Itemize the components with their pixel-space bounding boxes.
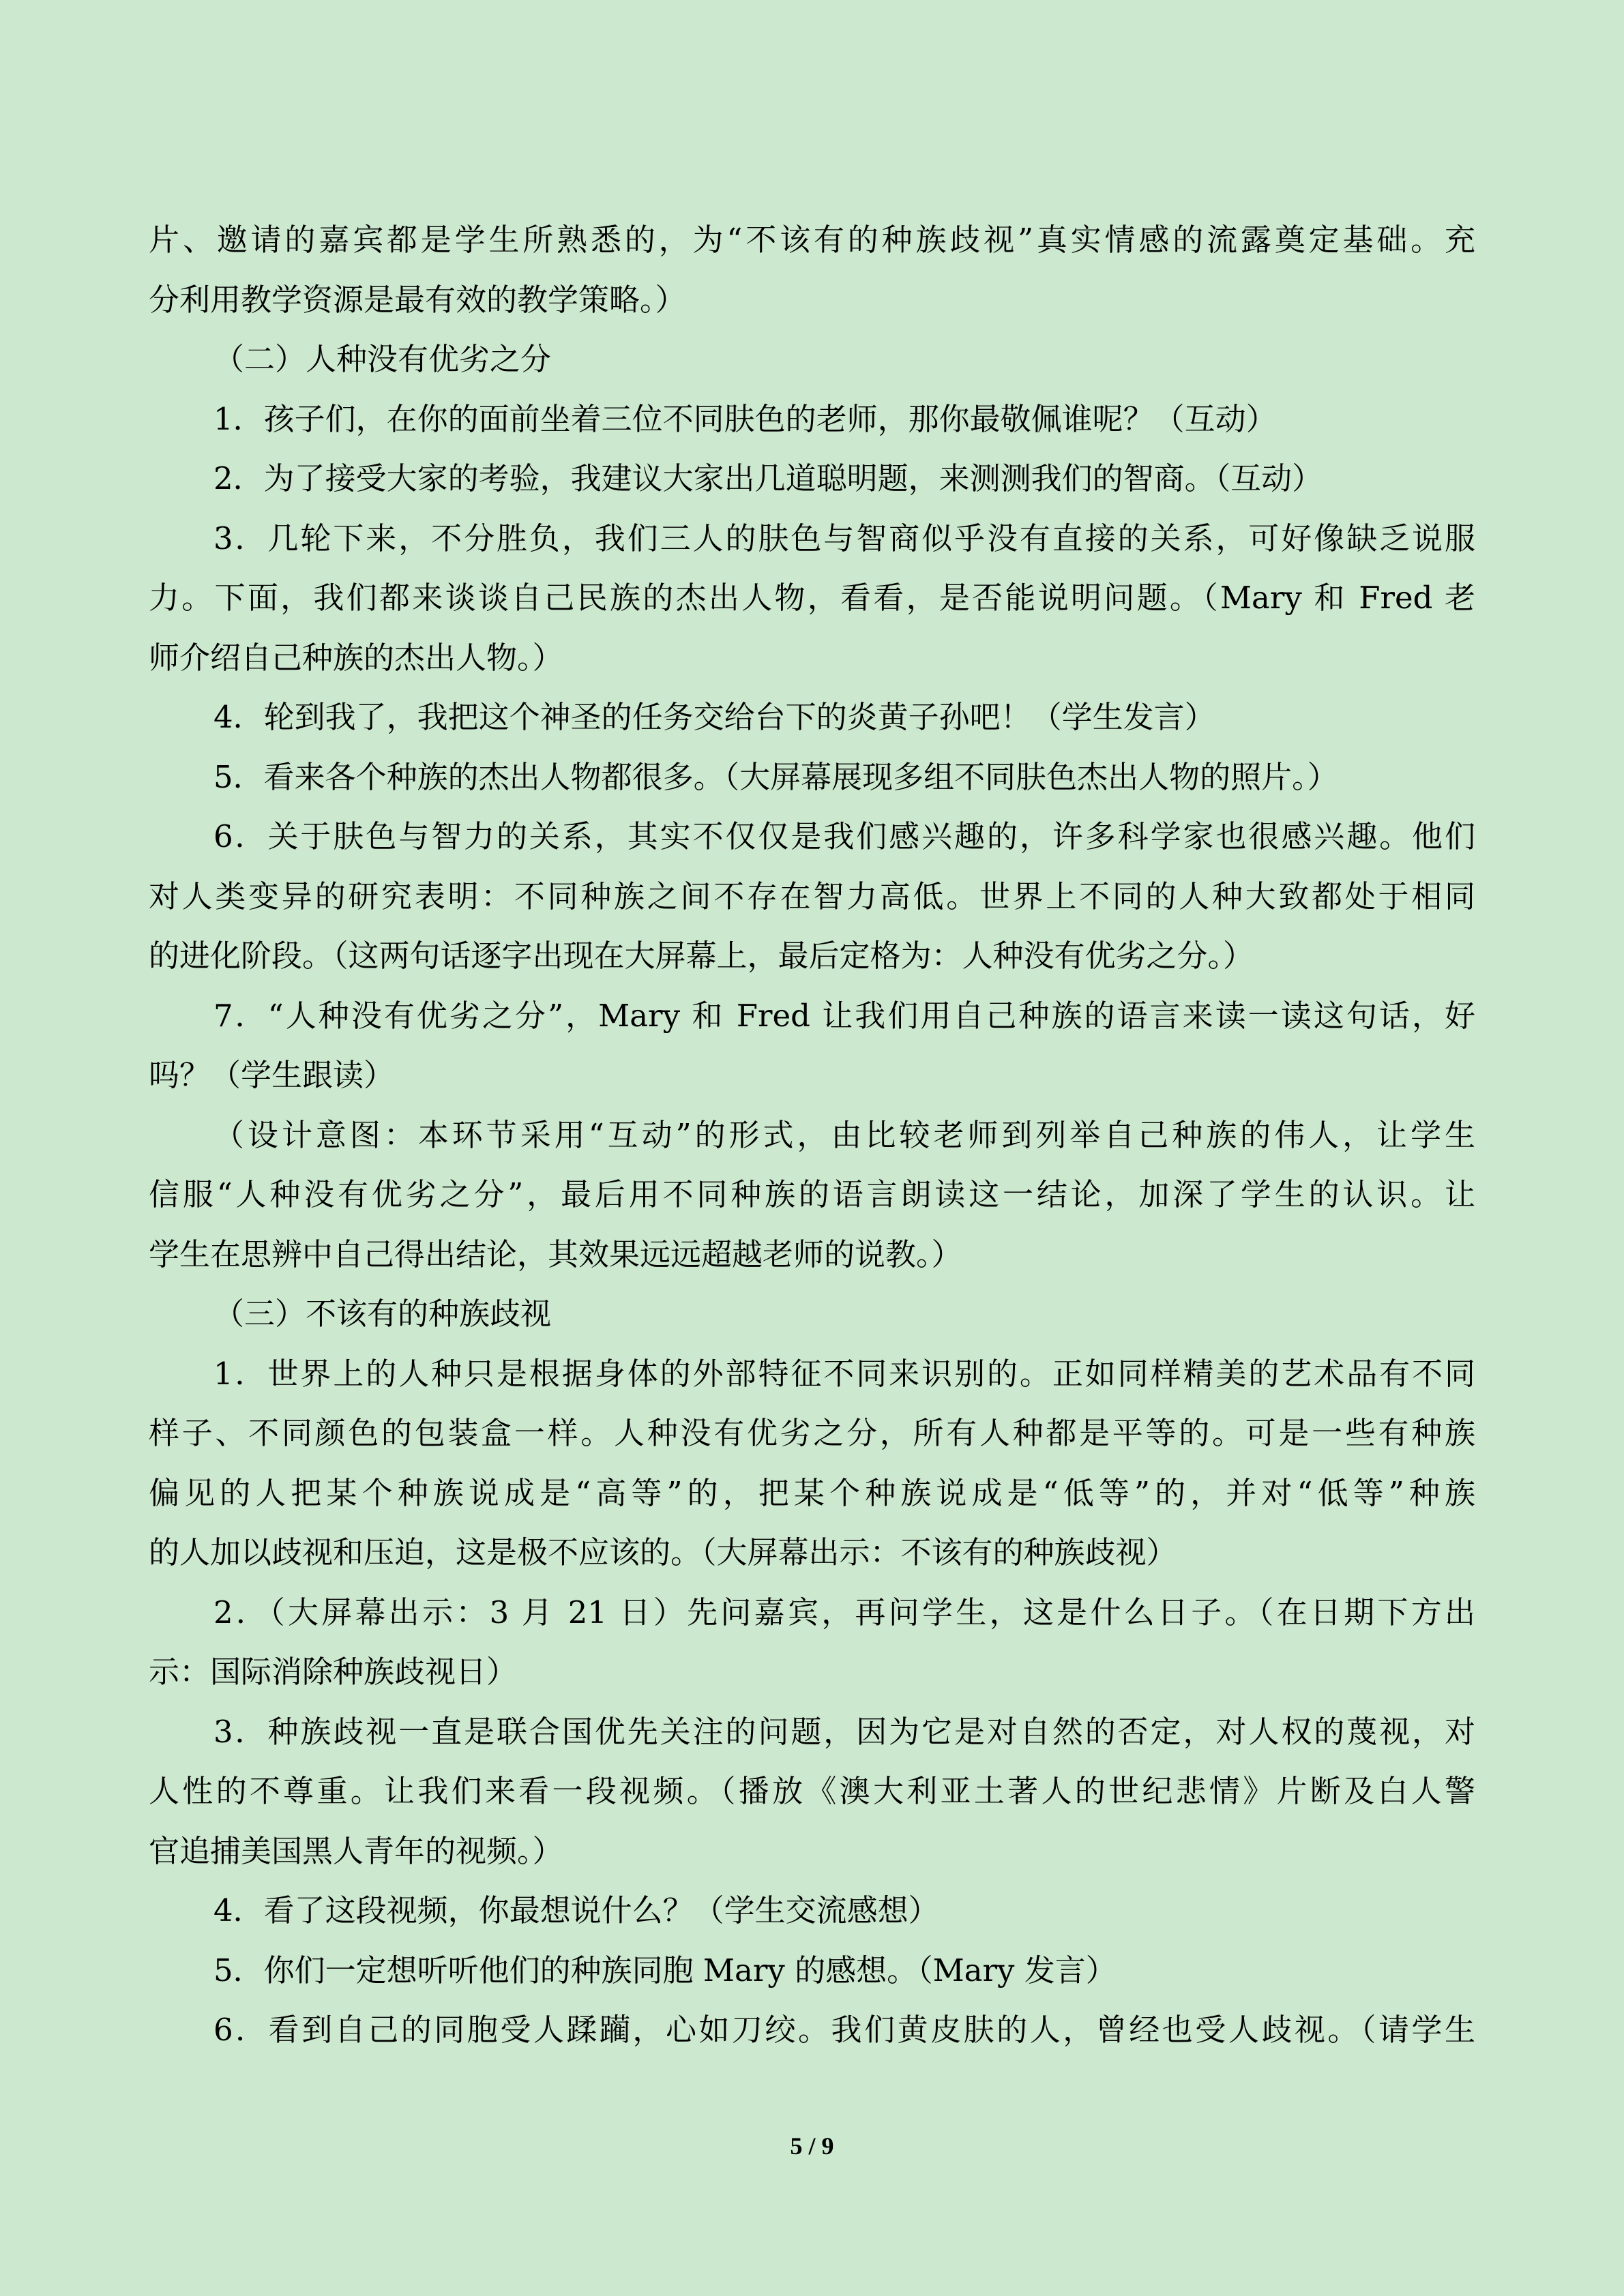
text-line: 5．你们一定想听听他们的种族同胞 Mary 的感想。（Mary 发言） (213, 1952, 1117, 1988)
text-line: 的人加以歧视和压迫，这是极不应该的。（大屏幕出示：不该有的种族歧视） (149, 1534, 1177, 1570)
text-line: 吗？（学生跟读） (149, 1057, 395, 1093)
text-line: 示：国际消除种族歧视日） (149, 1654, 518, 1690)
text-line: 7．“人种没有优劣之分”，Mary 和 Fred 让我们用自己种族的语言来读一读这句话，好 (213, 997, 1475, 1034)
text-line: 3．种族歧视一直是联合国优先关注的问题，因为它是对自然的否定，对人权的蔑视，对 (213, 1713, 1475, 1750)
text-line: 对人类变异的研究表明：不同种族之间不存在智力高低。世界上不同的人种大致都处于相同 (149, 878, 1475, 914)
text-line: 5．看来各个种族的杰出人物都很多。（大屏幕展现多组不同肤色杰出人物的照片。） (213, 758, 1338, 795)
text-line: 师介绍自己种族的杰出人物。） (149, 639, 563, 676)
page-number: 5 / 9 (790, 2132, 834, 2160)
text-line: 4．轮到我了，我把这个神圣的任务交给台下的炎黄子孙吧！（学生发言） (213, 699, 1215, 735)
text-line: 信服“人种没有优劣之分”，最后用不同种族的语言朗读这一结论，加深了学生的认识。让 (149, 1176, 1475, 1212)
text-line: 人性的不尊重。让我们来看一段视频。（播放《澳大利亚土著人的世纪悲情》片断及白人警 (149, 1773, 1475, 1809)
text-line: 1．孩子们，在你的面前坐着三位不同肤色的老师，那你最敬佩谁呢？（互动） (213, 400, 1277, 437)
text-line: 力。下面，我们都来谈谈自己民族的杰出人物，看看，是否能说明问题。（Mary 和 Fred 老 (149, 580, 1475, 616)
text-line: 学生在思辨中自己得出结论，其效果远远超越老师的说教。） (149, 1236, 962, 1272)
text-line: 2．为了接受大家的考验，我建议大家出几道聪明题，来测测我们的智商。（互动） (213, 460, 1323, 496)
text-line: 6．看到自己的同胞受人蹂躏，心如刀绞。我们黄皮肤的人，曾经也受人歧视。（请学生 (213, 2012, 1475, 2048)
document-body (149, 210, 1475, 2060)
text-line: 6．关于肤色与智力的关系，其实不仅仅是我们感兴趣的，许多科学家也很感兴趣。他们 (213, 818, 1475, 854)
text-line: （三）不该有的种族歧视 (213, 1296, 552, 1332)
text-line: （二）人种没有优劣之分 (213, 341, 552, 377)
text-line: 的进化阶段。（这两句话逐字出现在大屏幕上，最后定格为：人种没有优劣之分。） (149, 938, 1254, 974)
text-line: 2．（大屏幕出示：3 月 21 日）先问嘉宾，再问学生，这是什么日子。（在日期下方出 (213, 1594, 1475, 1630)
text-line: 官追捕美国黑人青年的视频。） (149, 1832, 563, 1869)
text-line: 分利用教学资源是最有效的教学策略。） (149, 281, 686, 318)
text-line: （设计意图：本环节采用“互动”的形式，由比较老师到列举自己种族的伟人，让学生 (213, 1116, 1475, 1153)
text-line: 样子、不同颜色的包装盒一样。人种没有优劣之分，所有人种都是平等的。可是一些有种族 (149, 1415, 1475, 1451)
text-line: 1．世界上的人种只是根据身体的外部特征不同来识别的。正如同样精美的艺术品有不同 (213, 1355, 1475, 1392)
text-line: 偏见的人把某个种族说成是“高等”的，把某个种族说成是“低等”的，并对“低等”种族 (149, 1474, 1475, 1511)
text-line: 4．看了这段视频，你最想说什么？（学生交流感想） (213, 1892, 939, 1928)
text-line: 片、邀请的嘉宾都是学生所熟悉的，为“不该有的种族歧视”真实情感的流露奠定基础。充 (149, 222, 1475, 258)
text-line: 3．几轮下来，不分胜负，我们三人的肤色与智商似乎没有直接的关系，可好像缺乏说服 (213, 520, 1475, 556)
